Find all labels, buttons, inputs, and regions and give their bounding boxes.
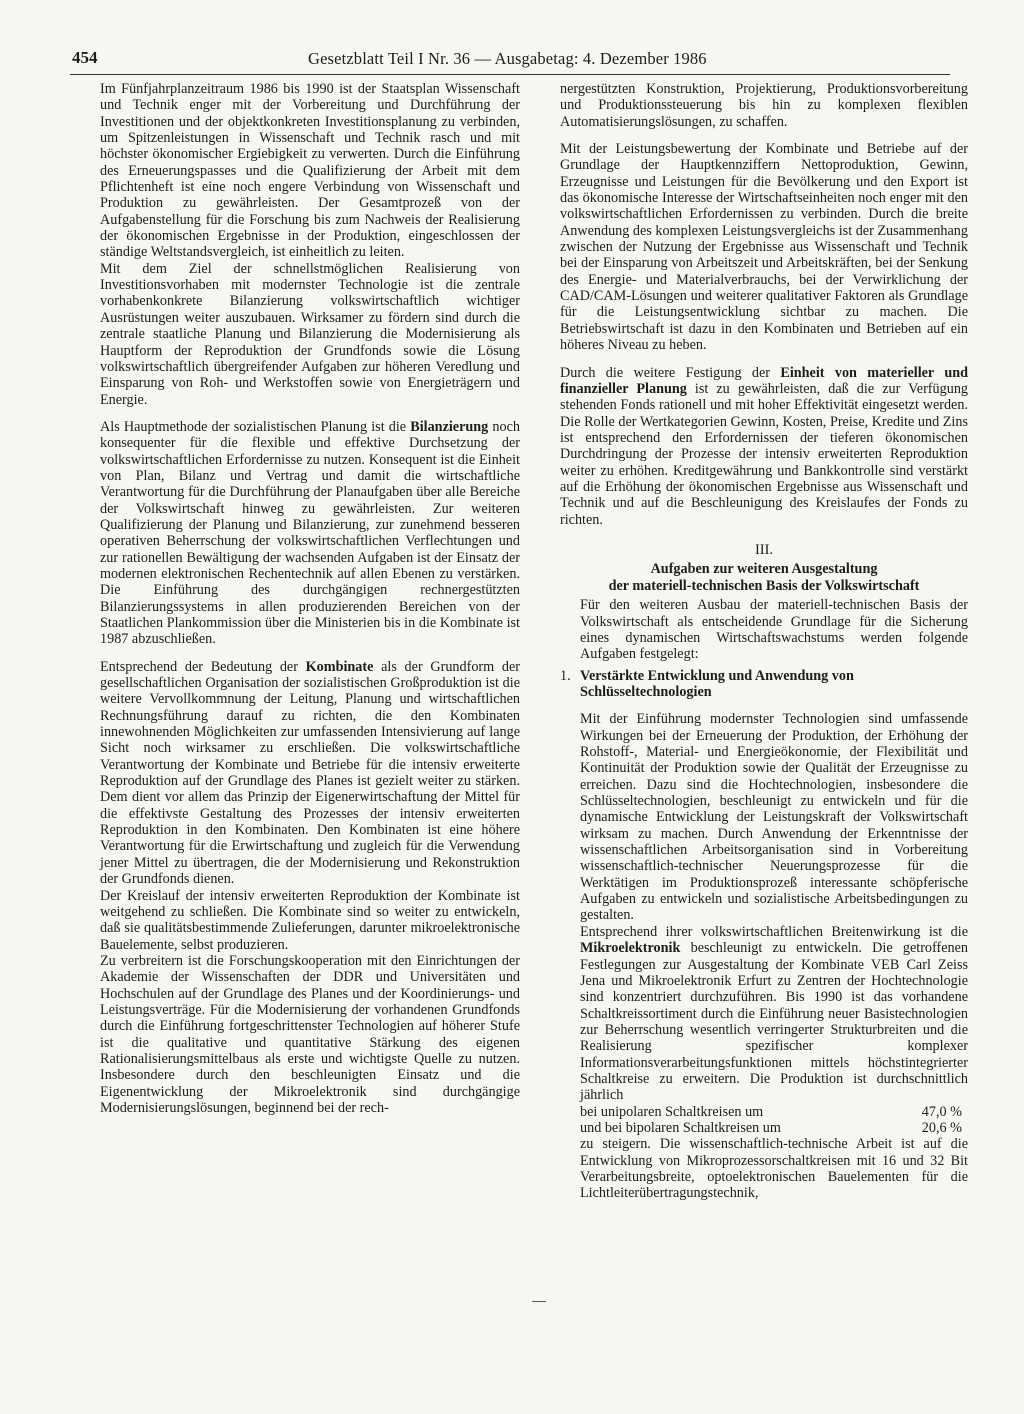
rate-value: 47,0 % (921, 1103, 962, 1120)
section-title-line: der materiell-technischen Basis der Volkswirtschaft (608, 577, 920, 594)
item-title: Verstärkte Entwicklung und Anwendung von Schlüsseltechnologien (580, 667, 854, 700)
paragraph: Im Fünfjahrplanzeitraum 1986 bis 1990 ist der Staatsplan Wissenschaft und Technik enger mit der Vorbereitung und Durchführung der Investitionen und der objektkonkreten Investitionsplanung zu verbinden, um Spitzenleistungen in Wissenschaft und Technik rasch und mit höchster ökonomischer Ergiebigkeit zu verwerten. Durch die Einführung des Erneuerungspasses und die Qualifizierung der Arbeit mit dem Pflichtenheft ist eine noch engere Verbindung von Wissenschaft und Produktion zu gewährleisten. Der Gesamtprozeß von der Aufgabenstellung für die Forschung bis zum Nachweis der Realisierung der ökonomischen Ergebnisse in der Produktion, eingeschlossen der ständige Weltstandsvergleich, ist einheitlich zu leiten. (100, 81, 520, 261)
bold-term: Kombinate (305, 658, 374, 675)
paragraph-text: als der Grundform der gesellschaftlichen Organisation der sozialistischen Großproduktion ist die weitere Vervollkommnung der Leitung, Planung und wirtschaftlichen Rechnungsführung darauf zu richten, die den Kombinaten innewohnenden Möglichkeiten zur umfassenden Intensivierung auf lange Sicht noch wirksamer zu erschließen. Die volkswirtschaftliche Verantwortung der Kombinate und Betriebe für die intensiv erweiterte Reproduktion auf der Grundlage des Planes ist gezielt weiter zu stärken. Dem dient vor allem das Prinzip der Eigenerwirtschaftung der Mittel für die effektivste Gestaltung des Prozesses der intensiv erweiterten Reproduktion in den Kombinaten. Den Kombinaten ist eine höhere Verantwortung für die Erwirtschaftung und zugleich für die Verwendung jener Mittel zu übertragen, die der Modernisierung und Rekonstruktion der Grundfonds dienen. (100, 658, 520, 888)
paragraph: Für den weiteren Ausbau der materiell-technischen Basis der Volkswirtschaft als entscheidende Grundlage für die Sicherung eines dynamischen Wirtschaftswachstums werden folgende Aufgaben festgelegt: (580, 597, 968, 663)
bold-term: Mikroelektronik (580, 940, 681, 957)
rate-label: bei unipolaren Schaltkreisen um (580, 1103, 764, 1120)
rate-label: und bei bipolaren Schaltkreisen um (580, 1119, 781, 1136)
growth-rate-row (560, 1104, 968, 1120)
growth-rate-row (560, 1120, 968, 1136)
bold-term: Einheit von materieller und finanzieller Planung (560, 364, 968, 397)
paragraph-text: noch konsequenter für die flexible und effektive Durchsetzung der volkswirtschaftlichen Erfordernisse zu nutzen. Konsequent ist die Einheit von Plan, Bilanz und Vertrag und damit die wirtschaftliche Verantwortung für die Durchführung der Planaufgaben über alle Bereiche der Volkswirtschaft hinweg zu gewährleisten. Zur weiteren Qualifizierung der Planung und Bilanzierung, zur zunehmend besseren operativen Beherrschung der volkswirtschaftlichen Verflechtungen und zur rationellen Bewältigung der wachsenden Aufgaben ist der Einsatz der modernen elektronischen Rechentechnik auf allen Ebenen zu verstärken. Die Einführung des durchgängigen rechnergestützten Bilanzierungssystems in allen produzierenden Bereichen von der Staatlichen Plankommission über die Ministerien bis in die Kombinate ist 1987 abzuschließen. (100, 418, 520, 648)
paragraph-text: ist zu gewährleisten, daß die zur Verfügung stehenden Fonds rationell und mit hoher Effektivität eingesetzt werden. Die Rolle der Wertkategorien Gewinn, Kosten, Preise, Kredite und Zins ist entsprechend den Erfordernissen der tieferen ökonomischen Durchdringung der Prozesse der intensiv erweiterten Reproduktion weiter zu erhöhen. Kreditgewährung und Bankkontrolle sind verstärkt auf die Erhöhung der ökonomischen Ergebnisse aus Wissenschaft und Technik und auf die Beschleunigung des Kreislaufes der Fonds zu richten. (560, 380, 969, 528)
paragraph: nergestützten Konstruktion, Projektierung, Produktionsvorbereitung und Produktionssteuerung bis hin zu komplexen flexiblen Automatisierungslösungen, zu schaffen. (560, 81, 968, 130)
rate-value: 20,6 % (921, 1119, 962, 1136)
paragraph-text: Entsprechend ihrer volkswirtschaftlichen Breitenwirkung ist die (580, 923, 968, 940)
left-column (100, 81, 520, 1116)
list-item-heading (560, 668, 968, 701)
item-number: 1. (560, 667, 571, 684)
paragraph: Mit dem Ziel der schnellstmöglichen Realisierung von Investitionsvorhaben mit modernster Technologie ist die zentrale vorhabenkonkrete Bilanzierung volkswirtschaftlich wichtiger Ausrüstungen weiter auszubauen. Wirksamer zu fördern sind durch die zentrale staatliche Planung und Bilanzierung die Modernisierung als Hauptform der Reproduktion der Grundfonds sowie die Lösung volkswirtschaftlich übergreifender Aufgaben zur höheren Veredlung und Einsparung von Roh- und Werkstoffen sowie von Energieträgern und Energie. (100, 260, 520, 408)
page-number: 454 (72, 48, 98, 67)
bold-term: Bilanzierung (410, 418, 489, 435)
paragraph-text: beschleunigt zu entwickeln. Die getroffenen Festlegungen zur Ausgestaltung der Kombinate VEB Carl Zeiss Jena und Mikroelektronik Erfurt zu Zentren der Hochtechnologie sind konzentriert durchzuführen. Bis 1990 ist das vorhandene Schaltkreissortiment durch die Einführung neuer Basistechnologien zur Beherrschung wesentlich verringerter Strukturbreiten und die Realisierung spezifischer komplexer Informationsverarbeitungsfunktionen mittels höchstintegrierter Schaltkreise zu erweitern. Die Produktion ist durchschnittlich jährlich (580, 940, 968, 1104)
paragraph-text: Durch die weitere Festigung der (560, 364, 781, 381)
paragraph: Zu verbreitern ist die Forschungskooperation mit den Einrichtungen der Akademie der Wissenschaften der DDR und Universitäten und Hochschulen auf der Grundlage des Planes und der Koordinierungs- und Leistungsverträge. Für die Modernisierung der vorhandenen Grundfonds durch die Einführung fortgeschrittenster Technologien auf höherer Stufe ist die qualitative und quantitative Stärkung des eigenen Rationalisierungsmittelbaus als erste und wichtigste Quelle zu nutzen. Insbesondere durch den beschleunigten Einsatz und die Eigenentwicklung der Mikroelektronik sind durchgängige Modernisierungslösungen, beginnend bei der rech- (100, 952, 520, 1116)
paragraph (100, 419, 520, 648)
paragraph-text: Entsprechend der Bedeutung der (100, 658, 306, 675)
paragraph: Mit der Leistungsbewertung der Kombinate und Betriebe auf der Grundlage der Hauptkennziffern Nettoproduktion, Gewinn, Erzeugnisse und Leistungen für die Bevölkerung und den Export ist das ökonomische Interesse der Wirtschaftseinheiten noch enger mit den volkswirtschaftlichen Erfordernissen zu verbinden. Durch die breite Anwendung des komplexen Leistungsvergleichs ist der Zusammenhang zwischen der Nutzung der Ergebnisse aus Wissenschaft und Technik bei der Einsparung von Arbeitszeit und Arbeitskräften, bei der Senkung des Energie- und Materialverbrauchs, bei der Verwirklichung der CAD/CAM-Lösungen und weiterer qualitativer Faktoren als Grundlage für die Leistungsentwicklung sichtbar zu machen. Die Betriebswirtschaft ist dazu in den Kombinaten und Betrieben auf ein höheres Niveau zu heben. (560, 141, 968, 354)
section-title (560, 561, 968, 594)
paragraph: Mit der Einführung modernster Technologien sind umfassende Wirkungen bei der Erneuerung der Produktion, der Erhöhung der Rohstoff-, Material- und Energieökonomie, der Flexibilität und Kontinuität der Produktion sowie der Qualität der Erzeugnisse zu erreichen. Dazu sind die Hochtechnologien, insbesondere die Schlüsseltechnologien, beschleunigt zu entwickeln und für die dynamische Entwicklung der Leistungskraft der Volkswirtschaft wirksam zu machen. Durch Anwendung der Erkenntnisse der wissenschaftlichen Arbeitsorganisation sind in Vorbereitung wissenschaftlich-technischer Neuerungsprozesse für die Werktätigen im Produktionsprozeß interessante schöpferische Aufgaben zu entwickeln und sozialistische Arbeitsbedingungen zu gestalten. (580, 711, 968, 924)
margin-dash (532, 1301, 546, 1302)
paragraph-text: Als Hauptmethode der sozialistischen Planung ist die (100, 418, 411, 435)
paragraph (560, 924, 968, 1104)
section-title-line: Aufgaben zur weiteren Ausgestaltung (650, 561, 878, 578)
paragraph: zu steigern. Die wissenschaftlich-technische Arbeit ist auf die Entwicklung von Mikroprozessorschaltkreisen mit 16 und 32 Bit Verarbeitungsbreite, optoelektronischen Bauelementen für die Lichtleiterübertragungstechnik, (580, 1136, 968, 1202)
paragraph (100, 659, 520, 888)
paragraph (560, 365, 968, 528)
gazette-title: Gesetzblatt Teil I Nr. 36 — Ausgabetag: 4. Dezember 1986 (308, 49, 707, 68)
page-header (70, 48, 950, 75)
right-column (560, 81, 968, 1202)
section-number: III. (754, 541, 774, 558)
paragraph: Der Kreislauf der intensiv erweiterten Reproduktion der Kombinate ist weitgehend zu schließen. Die Kombinate sind so weiter zu entwickeln, daß sie qualitätsbestimmende Zulieferungen, darunter mikroelektronische Bauelemente, selbst produzieren. (100, 887, 520, 953)
